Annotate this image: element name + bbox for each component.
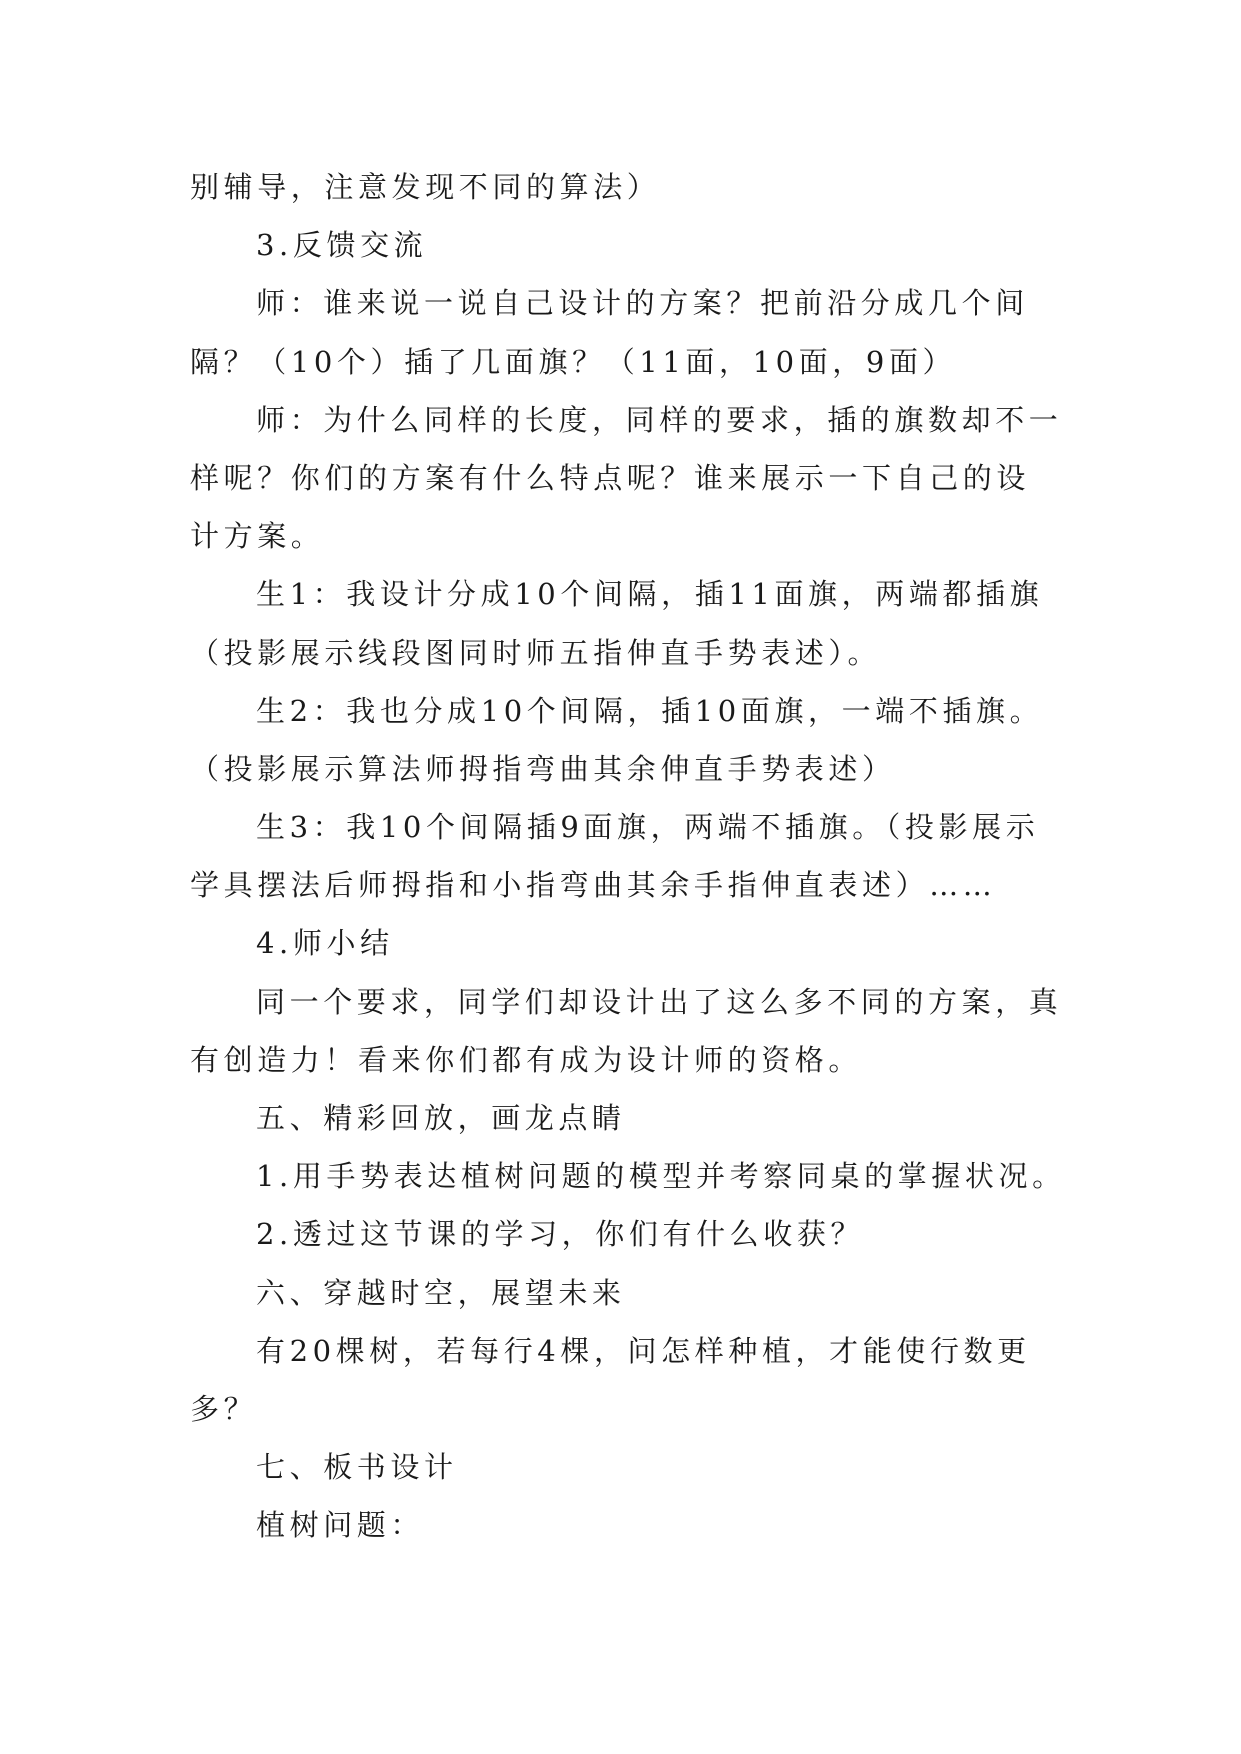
paragraph-line: 有创造力！看来你们都有成为设计师的资格。 [190, 1042, 863, 1077]
paragraph-line: 多？ [190, 1391, 258, 1426]
paragraph-line: 别辅导，注意发现不同的算法） [190, 170, 661, 204]
paragraph-line: 生1：我设计分成10个间隔，插11面旗，两端都插旗 [256, 577, 1044, 612]
section-heading: 五、精彩回放，画龙点睛 [256, 1101, 626, 1135]
paragraph-line: 学具摆法后师拇指和小指弯曲其余手指伸直表述）…… [190, 868, 997, 903]
paragraph-line: 同一个要求，同学们却设计出了这么多不同的方案，真 [256, 984, 1063, 1019]
paragraph-line: 生2：我也分成10个间隔，插10面旗，一端不插旗。 [256, 693, 1044, 728]
paragraph-line: 2.透过这节课的学习，你们有什么收获？ [256, 1217, 865, 1252]
paragraph-line: 样呢？你们的方案有什么特点呢？谁来展示一下自己的设 [190, 460, 1031, 495]
paragraph-line: （投影展示线段图同时师五指伸直手势表述）。 [190, 635, 882, 670]
paragraph-line: 植树问题： [256, 1508, 425, 1543]
paragraph-line: 1.用手势表达植树问题的模型并考察同桌的掌握状况。 [256, 1159, 1066, 1194]
section-heading: 4.师小结 [256, 926, 394, 961]
section-heading: 六、穿越时空，展望未来 [256, 1275, 626, 1310]
paragraph-line: 计方案。 [190, 519, 325, 554]
paragraph-line: 师：谁来说一说自己设计的方案？把前沿分成几个间 [256, 286, 1029, 321]
paragraph-line: 隔？（10个）插了几面旗？（11面，10面，9面） [190, 344, 957, 379]
section-heading: 七、板书设计 [256, 1450, 458, 1485]
paragraph-line: 生3：我10个间隔插9面旗，两端不插旗。（投影展示 [256, 810, 1040, 845]
document-body [190, 158, 1066, 1555]
paragraph-line: 师：为什么同样的长度，同样的要求，插的旗数却不一 [256, 402, 1063, 437]
section-heading: 3.反馈交流 [256, 228, 428, 263]
paragraph-line: （投影展示算法师拇指弯曲其余伸直手势表述） [190, 751, 896, 786]
paragraph-line: 有20棵树，若每行4棵，问怎样种植，才能使行数更 [256, 1333, 1031, 1368]
